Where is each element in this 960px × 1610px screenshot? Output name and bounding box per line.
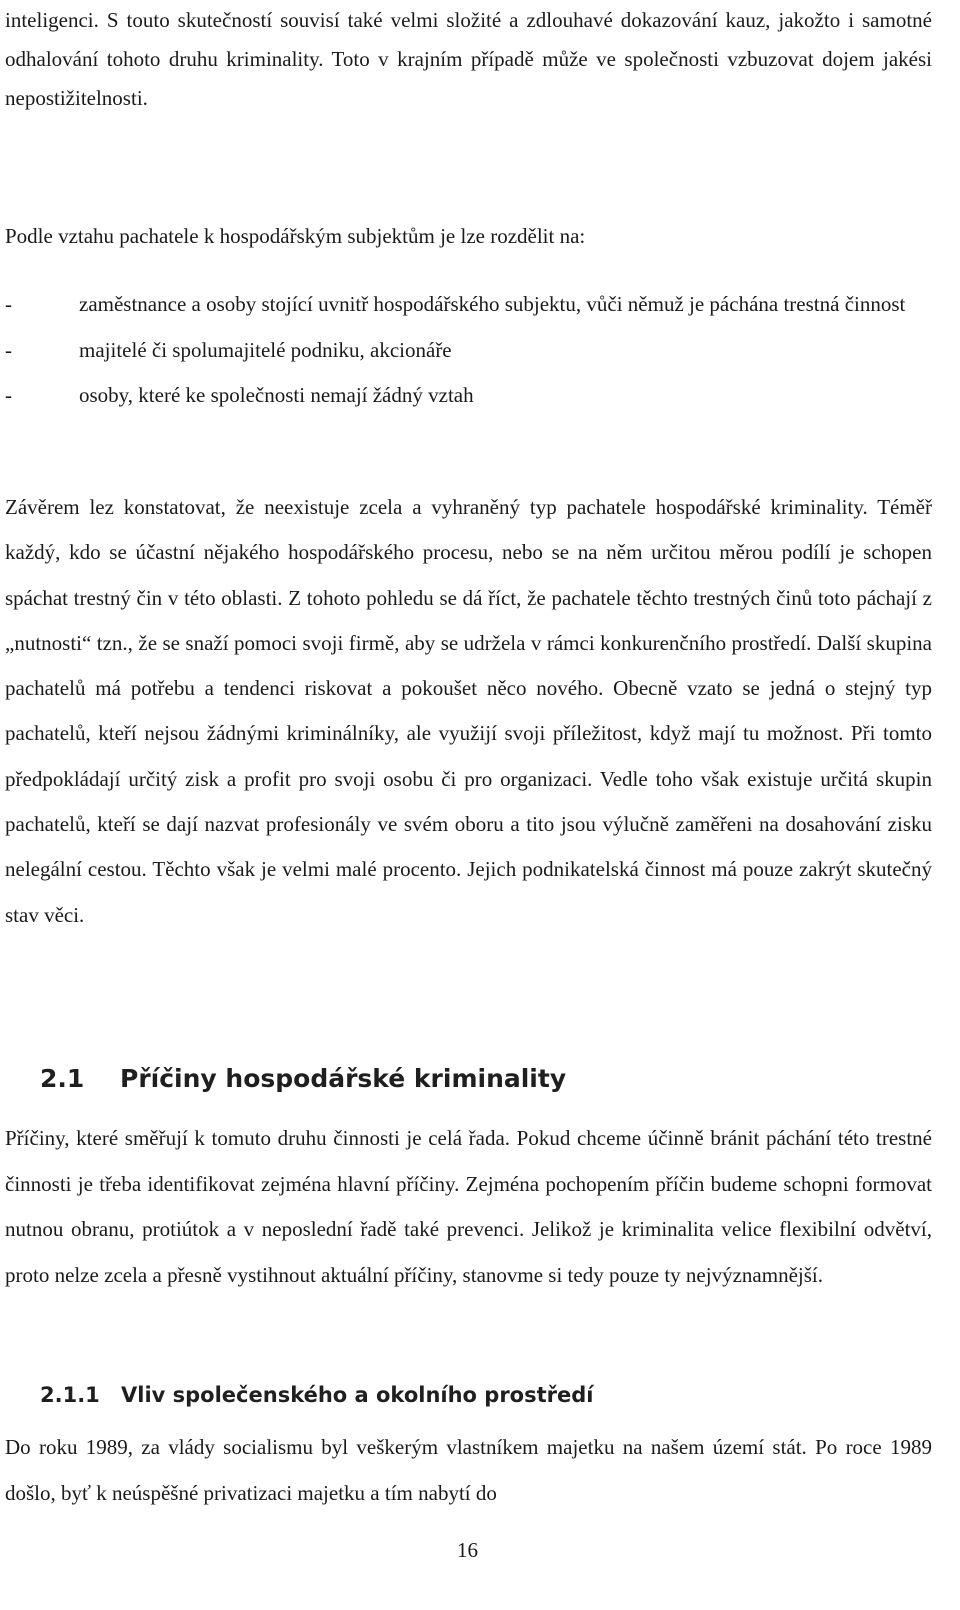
- list-dash: -: [5, 292, 12, 316]
- paragraph-lead: Podle vztahu pachatele k hospodářským subjektům je lze rozdělit na:: [5, 224, 586, 248]
- list-item-text: zaměstnance a osoby stojící uvnitř hospodářského subjektu, vůči němuž je páchána trestná činnost: [79, 292, 906, 316]
- paragraph-intro: inteligenci. S touto skutečností souvisí také velmi složité a zdlouhavé dokazování kauz, jakožto i samotné odhalování tohoto druhu kriminality. Toto v krajním případě může ve společnosti vzbuzovat dojem jakési nepostižitelnosti.: [5, 8, 932, 110]
- subsection-number: 2.1.1: [40, 1383, 100, 1407]
- list-dash: -: [5, 337, 12, 362]
- paragraph-environment: Do roku 1989, za vlády socialismu byl veškerým vlastníkem majetku na našem území stát. Po roce 1989 došlo, byť k neúspěšné privatizaci majetku a tím nabytí do: [5, 1435, 932, 1505]
- section-heading: [40, 1064, 566, 1093]
- section-number: 2.1: [40, 1064, 85, 1093]
- paragraph-conclusion: Závěrem lez konstatovat, že neexistuje zcela a vyhraněný typ pachatele hospodářské kriminality. Téměř každý, kdo se účastní nějakého hospodářského procesu, nebo se na něm určitou měrou podílí je schopen spáchat trestný čin v této oblasti. Z tohoto pohledu se dá říct, že pachatele těchto trestných činů toto páchají z „nutnosti“ tzn., že se snaží pomoci svoji firmě, aby se udržela v rámci konkurenčního prostředí. Další skupina pachatelů má potřebu a tendenci riskovat a pokoušet něco nového. Obecně vzato se jedná o stejný typ pachatelů, kteří nejsou žádnými kriminálníky, ale využijí svoji příležitost, když mají tu možnost. Při tomto předpokládají určitý zisk a profit pro svoji osobu či pro organizaci. Vedle toho však existuje určitá skupin pachatelů, kteří se dají nazvat profesionály ve svém oboru a tito jsou výlučně zaměřeni na dosahování zisku nelegální cestou. Těchto však je velmi malé procento. Jejich podnikatelská činnost má pouze zakrýt skutečný stav věci.: [5, 495, 932, 927]
- page-number: 16: [457, 1538, 478, 1562]
- subsection-heading: [40, 1383, 593, 1407]
- list-item-text: majitelé či spolumajitelé podniku, akcionáře: [79, 337, 452, 362]
- paragraph-causes: Příčiny, které směřují k tomuto druhu činnosti je celá řada. Pokud chceme účinně bránit páchání této trestné činnosti je třeba identifikovat zejména hlavní příčiny. Zejména pochopením příčin budeme schopni formovat nutnou obranu, protiútok a v neposlední řadě také prevenci. Jelikož je kriminalita velice flexibilní odvětví, proto nelze zcela a přesně vystihnout aktuální příčiny, stanovme si tedy pouze ty nejvýznamnější.: [5, 1126, 932, 1287]
- list-item: [5, 328, 932, 374]
- list-item: [5, 282, 932, 328]
- subsection-title: Vliv společenského a okolního prostředí: [121, 1383, 594, 1407]
- list-item-text: osoby, které ke společnosti nemají žádný vztah: [79, 383, 474, 407]
- section-title: Příčiny hospodářské kriminality: [120, 1064, 567, 1093]
- list-item: [5, 373, 932, 419]
- list-dash: -: [5, 383, 12, 407]
- offender-type-list: [5, 282, 932, 419]
